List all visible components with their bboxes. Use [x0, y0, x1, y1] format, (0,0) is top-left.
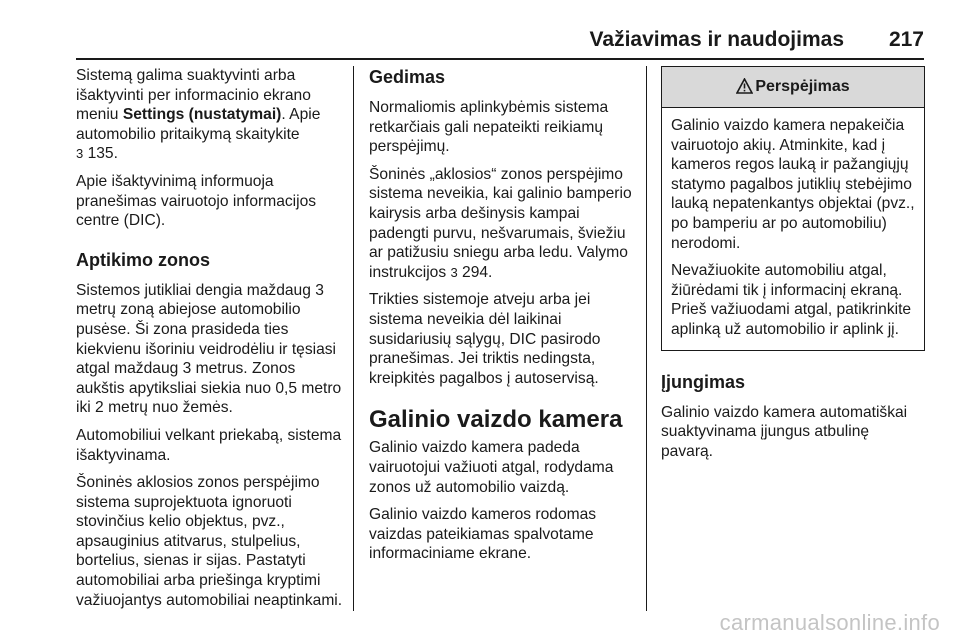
warning-header	[662, 67, 924, 108]
warning-title: Perspėjimas	[755, 78, 850, 95]
section-title: Važiavimas ir naudojimas	[589, 28, 844, 51]
paragraph-missed-alerts: Normaliomis aplinkybėmis sistema retkarčiais gali nepateikti reikiamų perspėjimų.	[369, 99, 609, 156]
page-reference-arrow-icon: 3	[450, 264, 458, 280]
heading-rear-view-camera: Galinio vaizdo kamera	[369, 406, 623, 434]
column-divider-1	[353, 66, 354, 611]
paragraph-activation-menu: Sistemą galima suaktyvinti arba išaktyvinti per informacinio ekrano meniu Settings (nustatymai). Apie automobilio pritaikymą skaitykite 3 135.	[76, 67, 321, 163]
page-number: 217	[888, 28, 924, 51]
column-divider-2	[646, 66, 647, 611]
heading-activation: Įjungimas	[661, 371, 746, 392]
column-3	[661, 66, 925, 469]
header-divider	[76, 58, 924, 60]
heading-detection-zones: Aptikimo zonos	[76, 249, 210, 270]
paragraph-camera-display: Galinio vaizdo kameros rodomas vaizdas pateikiamas spalvotame informaciniame ekrane.	[369, 506, 597, 563]
warning-triangle-icon	[736, 70, 753, 110]
page-header	[76, 22, 924, 56]
warning-box	[661, 66, 925, 351]
paragraph-trailer: Automobiliui velkant priekabą, sistema išaktyvinama.	[76, 426, 342, 464]
column-2	[369, 66, 637, 572]
paragraph-dirty-bumper: Šoninės „aklosios“ zonos perspėjimo sistema neveikia, kai galinio bamperio kairysis arba dešinysis kampai padengti purvu, nešvarumais, šviežiu ar patižusiu sniegu arba ledu. Valymo instrukcijos 3 294.	[369, 165, 632, 281]
page-reference-arrow-icon: 3	[76, 146, 84, 162]
paragraph-ignored-objects: Šoninės aklosios zonos perspėjimo sistema suprojektuota ignoruoti stovinčius kelio objektus, pvz., apsauginius atitvarus, stulpelius, bortelius, sienas ir sijas. Pastatyti automobiliai arba priešinga kryptimi važiuojantys automobiliai neaptinkami.	[76, 474, 343, 609]
paragraph-deactivation-info: Apie išaktyvinimą informuoja pranešimas vairuotojo informacijos centre (DIC).	[76, 172, 317, 230]
heading-faults: Gedimas	[369, 67, 446, 87]
page-reference-link[interactable]: 135.	[83, 145, 118, 163]
paragraph-system-fault: Trikties sistemoje atveju arba jei sistema neveikia dėl laikinai susidariusių sąlygų, DIC pasirodo pranešimas. Jei triktis nedingsta, kreipkitės pagalbos į autoservisą.	[369, 291, 601, 387]
column-1	[76, 66, 346, 618]
page-reference-link[interactable]: 294.	[457, 263, 493, 281]
paragraph-auto-activation: Galinio vaizdo kamera automatiškai suaktyvinama įjungus atbulinę pavarą.	[661, 403, 908, 460]
paragraph-camera-purpose: Galinio vaizdo kamera padeda vairuotojui važiuoti atgal, rodydama zonos už automobilio vaizdą.	[369, 439, 614, 496]
warning-paragraph-1: Galinio vaizdo kamera nepakeičia vairuotojo akių. Atminkite, kad į kameros regos lauką ir pažangiųjų statymo pagalbos jutiklių stebėjimo lauką nepatenkantys objektai (pvz., po bamperiu ar po automobiliu) nerodomi.	[671, 117, 915, 252]
warning-paragraph-2: Nevažiuokite automobiliu atgal, žiūrėdami tik į informacinį ekraną. Prieš važiuodami atgal, patikrinkite aplinką už automobilio ir aplink jį.	[671, 262, 912, 338]
warning-body	[662, 108, 924, 350]
paragraph-zone-description: Sistemos jutikliai dengia maždaug 3 metrų zoną abiejose automobilio pusėse. Ši zona prasideda ties kiekvienu išoriniu veidrodėliu ir tęsiasi atgal maždaug 3 metrus. Zonos aukštis apytiksliai siekia nuo 0,5 metro iki 2 metrų nuo žemės.	[76, 281, 342, 417]
menu-name-settings: Settings (nustatymai)	[122, 106, 282, 124]
watermark: carmanualsonline.info	[719, 610, 940, 635]
